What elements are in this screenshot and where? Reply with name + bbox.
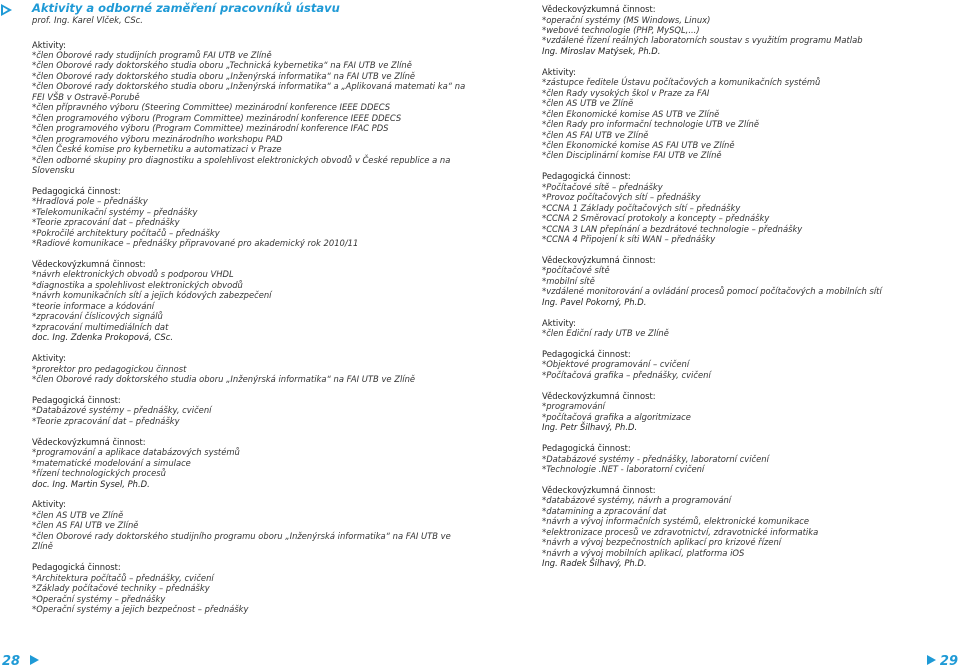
list-item: *CCNA 4 Připojení k síti WAN – přednášky: [542, 234, 716, 245]
list-item: *Provoz počítačových sítí – přednášky: [542, 192, 701, 203]
right-content: [542, 4, 957, 569]
list-item: *člen Oborové rady studijních programů FAI UTB ve Zlíně: [32, 50, 272, 60]
list-item: *návrh a vývoj bezpečnostních aplikací pro krizové řízení: [542, 537, 782, 548]
list-item: *Databázové systémy – přednášky, cvičení: [32, 405, 212, 416]
person-name: Ing. Petr Šilhavý, Ph.D.: [542, 422, 638, 433]
list-item: *Hradlová pole – přednášky: [32, 196, 148, 207]
list-item: *vzdálené řízení reálných laboratorních soustav s využitím programu Matlab: [542, 35, 863, 46]
section-heading: Vědeckovýzkumná činnost:: [542, 4, 656, 14]
list-item: *Databázové systémy - přednášky, laboratorní cvičení: [542, 453, 769, 464]
list-item: *člen AS FAI UTB ve Zlíně: [32, 520, 139, 531]
list-item: *zástupce ředitele Ústavu počítačových a komunikačních systémů: [542, 77, 821, 88]
section: [542, 485, 957, 569]
list-item: *CCNA 1 Základy počítačových sítí – přednášky: [542, 202, 741, 213]
person-name: Ing. Miroslav Matýsek, Ph.D.: [542, 45, 661, 56]
list-item: *programování a aplikace databázových systémů: [32, 447, 240, 458]
list-item: *člen AS UTB ve Zlíně: [32, 509, 124, 520]
list-item: *zpracování multimediálních dat: [32, 321, 169, 332]
section: [542, 391, 957, 433]
list-item: *Teorie zpracování dat – přednášky: [32, 415, 180, 426]
left-column: [0, 0, 470, 614]
section: [542, 349, 957, 380]
list-item: *člen Ekonomické komise AS FAI UTB ve Zlíně: [542, 139, 735, 150]
section-heading: Pedagogická činnost:: [32, 394, 121, 405]
list-item: *Operační systémy – přednášky: [32, 593, 166, 604]
list-item: *diagnostika a spolehlivost elektronických obvodů: [32, 279, 243, 290]
section: [542, 67, 957, 161]
list-item: *člen Rady pro informační technologie UTB ve Zlíně: [542, 119, 759, 130]
list-item: *člen odborné skupiny pro diagnostiku a spolehlivost elektronických obvodů v České republice a na Slovensku: [32, 154, 451, 175]
list-item: *vzdálené monitorování a ovládání procesů pomocí počítačových a mobilních sítí: [542, 286, 882, 297]
section: [0, 186, 470, 249]
list-item: *Pokročilé architektury počítačů – přednášky: [32, 227, 220, 238]
person-name: doc. Ing. Zdenka Prokopová, CSc.: [32, 332, 173, 343]
left-content: [0, 40, 470, 615]
person-name: Ing. Pavel Pokorný, Ph.D.: [542, 296, 647, 307]
list-item: *prorektor pro pedagogickou činnost: [32, 363, 187, 374]
list-item: *člen AS FAI UTB ve Zlíně: [542, 129, 649, 140]
list-item: *Objektové programování – cvičení: [542, 359, 690, 370]
page-number-right: 29: [939, 654, 958, 669]
list-item: *mobilní sítě: [542, 275, 595, 286]
section: [0, 40, 470, 176]
section-heading: Aktivity:: [32, 353, 66, 364]
list-item: *člen Oborové rady doktorského studia oboru „Inženýrská informatika“ na FAI UTB ve Zlíně: [32, 374, 416, 385]
section-heading: Vědeckovýzkumná činnost:: [542, 484, 656, 495]
person-name: Ing. Radek Šilhavý, Ph.D.: [542, 558, 647, 569]
section: [0, 353, 470, 384]
section: [542, 171, 957, 244]
list-item: *člen programového výboru (Program Committee) mezinárodní konference IFAC PDS: [32, 123, 389, 134]
list-item: *CCNA 2 Směrovací protokoly a koncepty – přednášky: [542, 213, 770, 224]
section-heading: Vědeckovýzkumná činnost:: [542, 390, 656, 401]
list-item: *Technologie .NET - laboratorní cvičení: [542, 464, 705, 475]
list-item: *Operační systémy a jejich bezpečnost – přednášky: [32, 604, 249, 614]
section-heading: Pedagogická činnost:: [542, 348, 631, 359]
section-heading: Vědeckovýzkumná činnost:: [32, 258, 146, 269]
section: [542, 318, 957, 339]
list-item: *člen Oborové rady doktorského studia oboru „Technická kybernetika“ na FAI UTB ve Zlíně: [32, 60, 412, 71]
triangle-bullet-icon: [1, 4, 12, 16]
list-item: *Telekomunikační systémy – přednášky: [32, 206, 198, 217]
list-item: *člen Oborové rady doktorského studia oboru „Inženýrská informatika“ na FAI UTB ve Zlíně: [32, 70, 416, 81]
list-item: *CCNA 3 LAN přepínání a bezdrátové technologie – přednášky: [542, 223, 803, 234]
list-item: *elektronizace procesů ve zdravotnictví, zdravotnické informatika: [542, 526, 819, 537]
section-heading: Aktivity:: [32, 499, 66, 510]
list-item: *matematické modelování a simulace: [32, 457, 191, 468]
list-item: *Počítačová grafika – přednášky, cvičení: [542, 369, 711, 380]
list-item: *programování: [542, 401, 605, 412]
page-number-left: 28: [2, 654, 21, 669]
section-heading: Vědeckovýzkumná činnost:: [542, 254, 656, 265]
section-heading: Pedagogická činnost:: [32, 562, 121, 573]
list-item: *datamining a zpracování dat: [542, 505, 667, 516]
right-column: [542, 4, 957, 569]
page-right-triangle-icon: [927, 655, 936, 665]
list-item: *návrh elektronických obvodů s podporou VHDL: [32, 269, 234, 280]
list-item: *operační systémy (MS Windows, Linux): [542, 14, 711, 25]
list-item: *člen Disciplinární komise FAI UTB ve Zlíně: [542, 150, 722, 161]
list-item: *člen AS UTB ve Zlíně: [542, 98, 634, 109]
person-name: prof. Ing. Karel Vlček, CSc.: [32, 15, 143, 25]
list-item: *Architektura počítačů – přednášky, cvičení: [32, 572, 214, 583]
list-item: *počítačová grafika a algoritmizace: [542, 411, 691, 422]
page-header: [0, 2, 470, 26]
list-item: *databázové systémy, návrh a programování: [542, 495, 732, 506]
list-item: *člen programového výboru mezinárodního workshopu PAD: [32, 133, 283, 144]
list-item: *člen České komise pro kybernetiku a automatizaci v Praze: [32, 144, 282, 155]
section: [0, 259, 470, 343]
list-item: *Základy počítačové techniky – přednášky: [32, 583, 210, 594]
list-item: *řízení technologických procesů: [32, 468, 166, 479]
list-item: *člen Oborové rady doktorského studia oboru „Inženýrská informatika“ a „Aplikovaná matemati ka“ na FEI VŠB v Ostravě-Porubě: [32, 81, 466, 102]
section: [0, 562, 470, 614]
section: [542, 255, 957, 307]
list-item: *webové technologie (PHP, MySQL,...): [542, 24, 700, 35]
section: [0, 395, 470, 426]
section: [0, 499, 470, 551]
section-heading: Pedagogická činnost:: [542, 443, 631, 454]
list-item: *člen Ekonomické komise AS UTB ve Zlíně: [542, 108, 720, 119]
page-title: Aktivity a odborné zaměření pracovníků ústavu: [32, 1, 340, 15]
section-heading: Pedagogická činnost:: [542, 171, 631, 182]
list-item: *Teorie zpracování dat – přednášky: [32, 217, 180, 228]
section: [0, 437, 470, 489]
list-item: *počítačové sítě: [542, 265, 610, 276]
list-item: *člen Ediční rady UTB ve Zlíně: [542, 328, 669, 339]
list-item: *zpracování číslicových signálů: [32, 311, 163, 322]
list-item: *člen Oborové rady doktorského studijního programu oboru „Inženýrská informatika“ na FAI UTB ve Zlíně: [32, 530, 451, 552]
list-item: *teorie informace a kódování: [32, 300, 155, 311]
list-item: *návrh a vývoj informačních systémů, elektronické komunikace: [542, 516, 809, 527]
section-heading: Aktivity:: [542, 317, 576, 328]
person-name: doc. Ing. Martin Sysel, Ph.D.: [32, 478, 150, 489]
page-left-triangle-icon: [30, 655, 39, 665]
list-item: *návrh komunikačních sítí a jejich kódových zabezpečení: [32, 290, 272, 301]
section: [542, 4, 957, 56]
list-item: *Počítačové sítě – přednášky: [542, 181, 663, 192]
section-heading: Aktivity:: [542, 66, 576, 77]
list-item: *člen Rady vysokých škol v Praze za FAI: [542, 87, 710, 98]
list-item: *Radiové komunikace – přednášky připravované pro akademický rok 2010/11: [32, 238, 359, 249]
list-item: *člen programového výboru (Program Committee) mezinárodní konference IEEE DDECS: [32, 112, 402, 123]
list-item: *návrh a vývoj mobilních aplikací, platforma iOS: [542, 547, 745, 558]
section-heading: Aktivity:: [32, 39, 66, 50]
section: [542, 443, 957, 474]
list-item: *člen přípravného výboru (Steering Committee) mezinárodní konference IEEE DDECS: [32, 102, 391, 113]
section-heading: Pedagogická činnost:: [32, 185, 121, 196]
section-heading: Vědeckovýzkumná činnost:: [32, 436, 146, 447]
